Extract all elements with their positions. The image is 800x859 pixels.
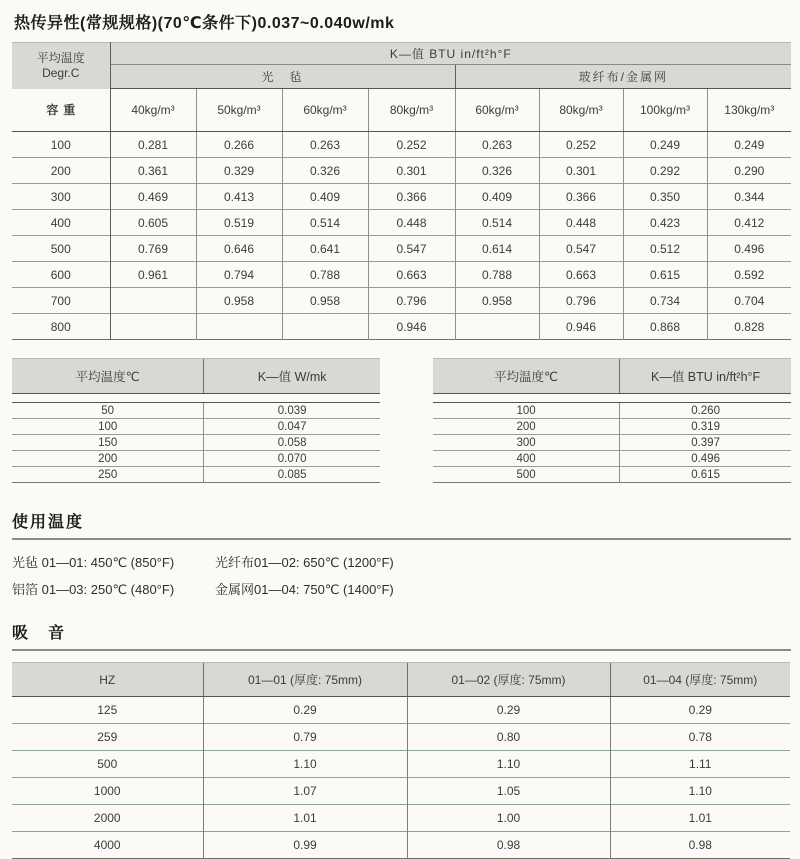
value-cell: 0.796	[368, 288, 455, 314]
column-header: 01—02 (厚度: 75mm)	[407, 663, 610, 697]
usage-item: 金属网01—04: 750℃ (1400°F)	[215, 582, 394, 597]
value-cell: 0.249	[707, 132, 791, 158]
table-row	[12, 403, 380, 419]
value-cell: 0.448	[368, 210, 455, 236]
wmk-table	[12, 358, 380, 483]
sound-absorption-table	[12, 662, 790, 859]
value-cell: 0.047	[277, 420, 307, 433]
section-heading: 吸 音	[12, 625, 67, 642]
table-row	[433, 451, 791, 467]
value-cell: 0.605	[110, 210, 196, 236]
value-cell: 0.646	[196, 236, 282, 262]
value-cell: 0.423	[623, 210, 707, 236]
table-row	[12, 778, 790, 805]
value-cell: 0.413	[196, 184, 282, 210]
value-cell: 0.344	[707, 184, 791, 210]
value-cell: 0.615	[691, 468, 720, 481]
table-row	[12, 210, 791, 236]
value-cell: 0.547	[368, 236, 455, 262]
hz-cell: 500	[12, 751, 203, 778]
wmk-table-header	[12, 358, 380, 394]
value-cell: 0.350	[623, 184, 707, 210]
value-cell: 0.958	[196, 288, 282, 314]
density-header-cell: 80kg/m³	[539, 89, 623, 132]
table-row	[12, 805, 790, 832]
value-cell: 0.796	[539, 288, 623, 314]
table-row	[12, 314, 791, 340]
value-cell: 0.592	[707, 262, 791, 288]
value-cell: 0.29	[407, 697, 610, 724]
temp-cell: 800	[12, 314, 110, 340]
value-cell: 0.252	[368, 132, 455, 158]
value-cell: 0.788	[282, 262, 368, 288]
value-cell: 0.290	[707, 158, 791, 184]
table-row	[12, 451, 380, 467]
value-cell: 0.641	[282, 236, 368, 262]
table-row	[12, 184, 791, 210]
temp-cell: 100	[12, 419, 204, 434]
temp-cell: 150	[12, 435, 204, 450]
sound-absorption-section	[12, 620, 791, 859]
column-header: K—值 W/mk	[257, 370, 327, 384]
value-cell: 1.01	[610, 805, 790, 832]
conductivity-table	[12, 42, 791, 340]
value-cell: 0.512	[623, 236, 707, 262]
value-cell: 1.10	[203, 751, 407, 778]
value-cell: 1.00	[407, 805, 610, 832]
value-cell: 0.263	[455, 132, 539, 158]
section-divider	[12, 538, 791, 540]
temp-cell: 100	[433, 403, 620, 418]
hz-cell: 125	[12, 697, 203, 724]
value-cell: 1.10	[610, 778, 790, 805]
value-cell: 0.329	[196, 158, 282, 184]
value-cell: 0.547	[539, 236, 623, 262]
value-cell: 0.946	[368, 314, 455, 340]
value-cell: 0.734	[623, 288, 707, 314]
value-cell: 0.409	[455, 184, 539, 210]
btu-table-body	[433, 402, 791, 483]
value-cell: 0.252	[539, 132, 623, 158]
btu-table-header	[433, 358, 791, 394]
temp-cell: 300	[433, 435, 620, 450]
value-cell: 0.281	[110, 132, 196, 158]
hz-cell: 4000	[12, 832, 203, 859]
value-cell: 0.98	[610, 832, 790, 859]
wmk-table-body	[12, 402, 380, 483]
temp-cell: 200	[12, 451, 204, 466]
usage-temperature-section	[12, 509, 791, 602]
table-row	[12, 158, 791, 184]
value-cell: 0.326	[455, 158, 539, 184]
usage-item: 铝箔 01—03: 250℃ (480°F)	[12, 582, 175, 597]
value-cell: 0.366	[539, 184, 623, 210]
value-cell: 0.868	[623, 314, 707, 340]
table-row	[12, 435, 380, 451]
table-row	[12, 724, 790, 751]
value-cell: 0.263	[282, 132, 368, 158]
value-cell: 0.615	[623, 262, 707, 288]
value-cell: 0.301	[539, 158, 623, 184]
temp-cell: 400	[433, 451, 620, 466]
temp-cell: 100	[12, 132, 110, 158]
value-cell: 0.319	[691, 420, 720, 433]
value-cell: 0.704	[707, 288, 791, 314]
value-cell: 0.946	[539, 314, 623, 340]
temp-cell: 500	[433, 467, 620, 482]
value-cell: 0.29	[610, 697, 790, 724]
value-cell: 0.496	[707, 236, 791, 262]
table-row	[12, 419, 380, 435]
temp-cell: 200	[12, 158, 110, 184]
value-cell: 0.469	[110, 184, 196, 210]
value-cell: 0.958	[455, 288, 539, 314]
value-cell: 0.249	[623, 132, 707, 158]
value-cell: 0.788	[455, 262, 539, 288]
value-cell: 0.961	[110, 262, 196, 288]
column-header: K—值 BTU in/ft²h°F	[650, 370, 761, 384]
usage-row	[12, 575, 791, 602]
value-cell: 1.10	[407, 751, 610, 778]
table-row	[12, 236, 791, 262]
value-cell	[455, 314, 539, 340]
value-cell: 0.361	[110, 158, 196, 184]
column-header: 01—04 (厚度: 75mm)	[610, 663, 790, 697]
hz-cell: 2000	[12, 805, 203, 832]
section-divider	[12, 649, 791, 651]
value-cell: 0.266	[196, 132, 282, 158]
usage-item: 光纤布01—02: 650℃ (1200°F)	[215, 555, 394, 570]
table-row	[12, 288, 791, 314]
value-cell	[110, 314, 196, 340]
table-row	[12, 262, 791, 288]
density-header-cell: 100kg/m³	[623, 89, 707, 132]
value-cell: 0.79	[203, 724, 407, 751]
temp-cell: 400	[12, 210, 110, 236]
column-header: HZ	[12, 663, 203, 697]
value-cell: 0.260	[691, 404, 720, 417]
k-value-tables	[12, 358, 800, 483]
corner-header-cn: 平均温度	[36, 50, 85, 65]
page-title: 热传异性(常规规格)(70℃条件下)0.037~0.040w/mk	[14, 15, 395, 32]
table-row	[433, 403, 791, 419]
k-value-header: K—值 BTU in/ft²h°F	[110, 43, 791, 65]
value-cell: 0.496	[691, 452, 720, 465]
value-cell: 0.958	[282, 288, 368, 314]
value-cell: 0.039	[277, 404, 307, 417]
value-cell: 1.11	[610, 751, 790, 778]
corner-header-en: Degr.C	[42, 65, 80, 80]
column-header: 01—01 (厚度: 75mm)	[203, 663, 407, 697]
value-cell: 1.07	[203, 778, 407, 805]
value-cell: 0.29	[203, 697, 407, 724]
table-row	[12, 751, 790, 778]
value-cell: 0.519	[196, 210, 282, 236]
density-header-cell: 40kg/m³	[110, 89, 196, 132]
density-header-cell: 60kg/m³	[455, 89, 539, 132]
usage-list	[12, 548, 791, 602]
value-cell: 0.397	[691, 436, 720, 449]
density-header-cell: 60kg/m³	[282, 89, 368, 132]
value-cell: 0.058	[277, 436, 307, 449]
value-cell: 0.663	[368, 262, 455, 288]
usage-item: 光毡 01—01: 450℃ (850°F)	[12, 555, 175, 570]
value-cell	[282, 314, 368, 340]
table-row	[433, 435, 791, 451]
value-cell: 1.01	[203, 805, 407, 832]
value-cell: 0.614	[455, 236, 539, 262]
value-cell: 0.448	[539, 210, 623, 236]
density-header-cell: 50kg/m³	[196, 89, 282, 132]
value-cell: 0.085	[277, 468, 307, 481]
section-heading: 使用温度	[12, 514, 85, 531]
value-cell: 0.78	[610, 724, 790, 751]
table-row	[12, 832, 790, 859]
temp-cell: 250	[12, 467, 204, 482]
group-header-felt: 光 毡	[110, 65, 455, 89]
value-cell: 0.070	[277, 452, 307, 465]
value-cell: 0.292	[623, 158, 707, 184]
density-header-cell: 80kg/m³	[368, 89, 455, 132]
value-cell: 0.80	[407, 724, 610, 751]
value-cell: 0.514	[455, 210, 539, 236]
table-row	[12, 697, 790, 724]
value-cell	[196, 314, 282, 340]
table-row	[12, 467, 380, 482]
value-cell: 0.301	[368, 158, 455, 184]
btu-table	[433, 358, 791, 483]
table-row	[12, 132, 791, 158]
value-cell: 0.663	[539, 262, 623, 288]
value-cell: 0.98	[407, 832, 610, 859]
value-cell: 0.409	[282, 184, 368, 210]
column-header: 平均温度℃	[12, 359, 204, 393]
table-row	[433, 467, 791, 482]
table-row	[433, 419, 791, 435]
temp-cell: 300	[12, 184, 110, 210]
value-cell: 0.514	[282, 210, 368, 236]
value-cell: 0.794	[196, 262, 282, 288]
value-cell: 1.05	[407, 778, 610, 805]
group-header-mesh: 玻纤布/金属网	[455, 65, 791, 89]
value-cell: 0.99	[203, 832, 407, 859]
temp-cell: 700	[12, 288, 110, 314]
hz-cell: 259	[12, 724, 203, 751]
value-cell: 0.828	[707, 314, 791, 340]
density-label: 容重	[12, 89, 110, 132]
value-cell: 0.326	[282, 158, 368, 184]
value-cell	[110, 288, 196, 314]
value-cell: 0.366	[368, 184, 455, 210]
hz-cell: 1000	[12, 778, 203, 805]
usage-row	[12, 548, 791, 575]
value-cell: 0.412	[707, 210, 791, 236]
density-header-cell: 130kg/m³	[707, 89, 791, 132]
temp-cell: 500	[12, 236, 110, 262]
column-header: 平均温度℃	[433, 359, 620, 393]
temp-cell: 50	[12, 403, 204, 418]
value-cell: 0.769	[110, 236, 196, 262]
temp-cell: 600	[12, 262, 110, 288]
temp-cell: 200	[433, 419, 620, 434]
corner-header	[12, 43, 110, 89]
